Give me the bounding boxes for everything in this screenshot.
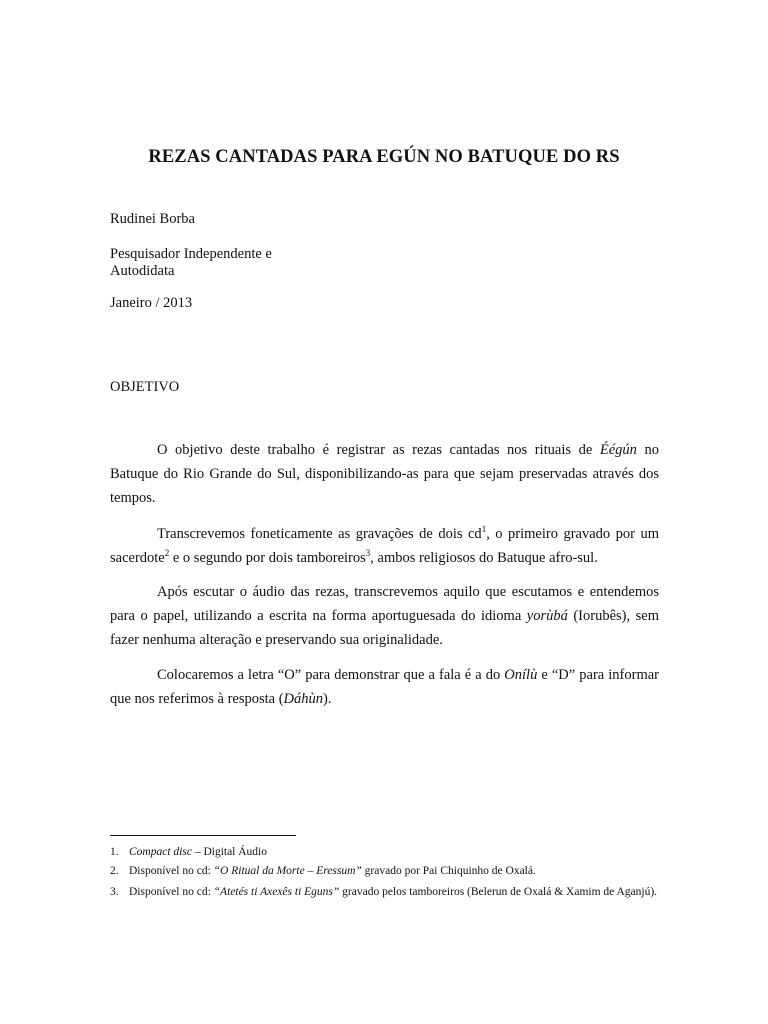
footnote-2-text [129, 865, 659, 878]
paragraph-3 [110, 580, 659, 652]
p4-text-c: e “D” para informar que nos referimos à resposta ( [110, 667, 659, 707]
footnote-2-pre: Disponível no cd: [129, 865, 214, 877]
footnote-3-number: 3. [110, 886, 119, 898]
footnote-3-italic: “Atetés ti Axexês ti Eguns” [213, 886, 340, 898]
publication-date: Janeiro / 2013 [110, 295, 193, 311]
section-heading: OBJETIVO [110, 379, 180, 395]
p3-term-yoruba: yorùbá [526, 608, 568, 624]
p2-text-b: , o primeiro gravado por um sacerdote [110, 526, 659, 566]
paragraph-1 [110, 438, 659, 510]
footnote-2 [110, 865, 659, 878]
footnote-1-text [129, 846, 659, 859]
footnote-3-pre: Disponível no cd: [129, 886, 214, 898]
p2-text-d: , ambos religiosos do Batuque afro-sul. [370, 550, 598, 566]
p2-text-c: e o segundo por dois tamboreiros [169, 550, 366, 566]
footnote-1-rest: – Digital Áudio [191, 846, 268, 858]
document-title: REZAS CANTADAS PARA EGÚN NO BATUQUE DO RS [148, 147, 620, 167]
paragraph-4 [110, 663, 659, 711]
footnote-divider [110, 835, 296, 836]
footnote-2-number: 2. [110, 865, 119, 877]
author-affiliation [110, 246, 272, 280]
footnote-ref-3[interactable]: 3 [365, 548, 371, 558]
p4-term-dahun: Dáhùn [283, 691, 324, 707]
footnote-2-italic: “O Ritual da Morte – Eressum” [213, 865, 362, 877]
affiliation-line-1: Pesquisador Independente e [110, 246, 272, 262]
p3-text-a: Após escutar o áudio das rezas, transcrevemos aquilo que escutamos e entendemos para o papel, utilizando a escrita na forma aportuguesada do idioma [110, 584, 659, 624]
footnote-2-rest: gravado por Pai Chiquinho de Oxalá. [361, 865, 536, 877]
footnote-1-number: 1. [110, 846, 119, 858]
footnote-3-rest: gravado pelos tamboreiros (Belerun de Oxalá & Xamim de Aganjú). [339, 886, 658, 898]
p2-text-a: Transcrevemos foneticamente as gravações de dois cd [157, 526, 482, 542]
p4-term-onilu: Onílù [504, 667, 538, 683]
footnote-1-italic: Compact disc [129, 846, 192, 858]
p3-text-c: (Iorubês), sem fazer nenhuma alteração e preservando sua originalidade. [110, 608, 659, 648]
p4-text-e: ). [323, 691, 332, 707]
footnote-3-text [129, 886, 659, 899]
p1-text-a: O objetivo deste trabalho é registrar as rezas cantadas nos rituais de [157, 442, 600, 458]
footnote-3 [110, 886, 659, 899]
affiliation-line-2: Autodidata [110, 263, 175, 279]
p4-text-a: Colocaremos a letra “O” para demonstrar que a fala é a do [157, 667, 505, 683]
footnote-ref-1[interactable]: 1 [481, 524, 487, 534]
footnote-ref-2[interactable]: 2 [164, 548, 170, 558]
footnote-1 [110, 846, 659, 859]
author-name: Rudinei Borba [110, 211, 195, 227]
paragraph-2 [110, 522, 659, 570]
p1-text-c: no Batuque do Rio Grande do Sul, disponibilizando-as para que sejam preservadas através dos tempos. [110, 442, 660, 506]
p1-term-egun: Éégún [599, 442, 637, 458]
